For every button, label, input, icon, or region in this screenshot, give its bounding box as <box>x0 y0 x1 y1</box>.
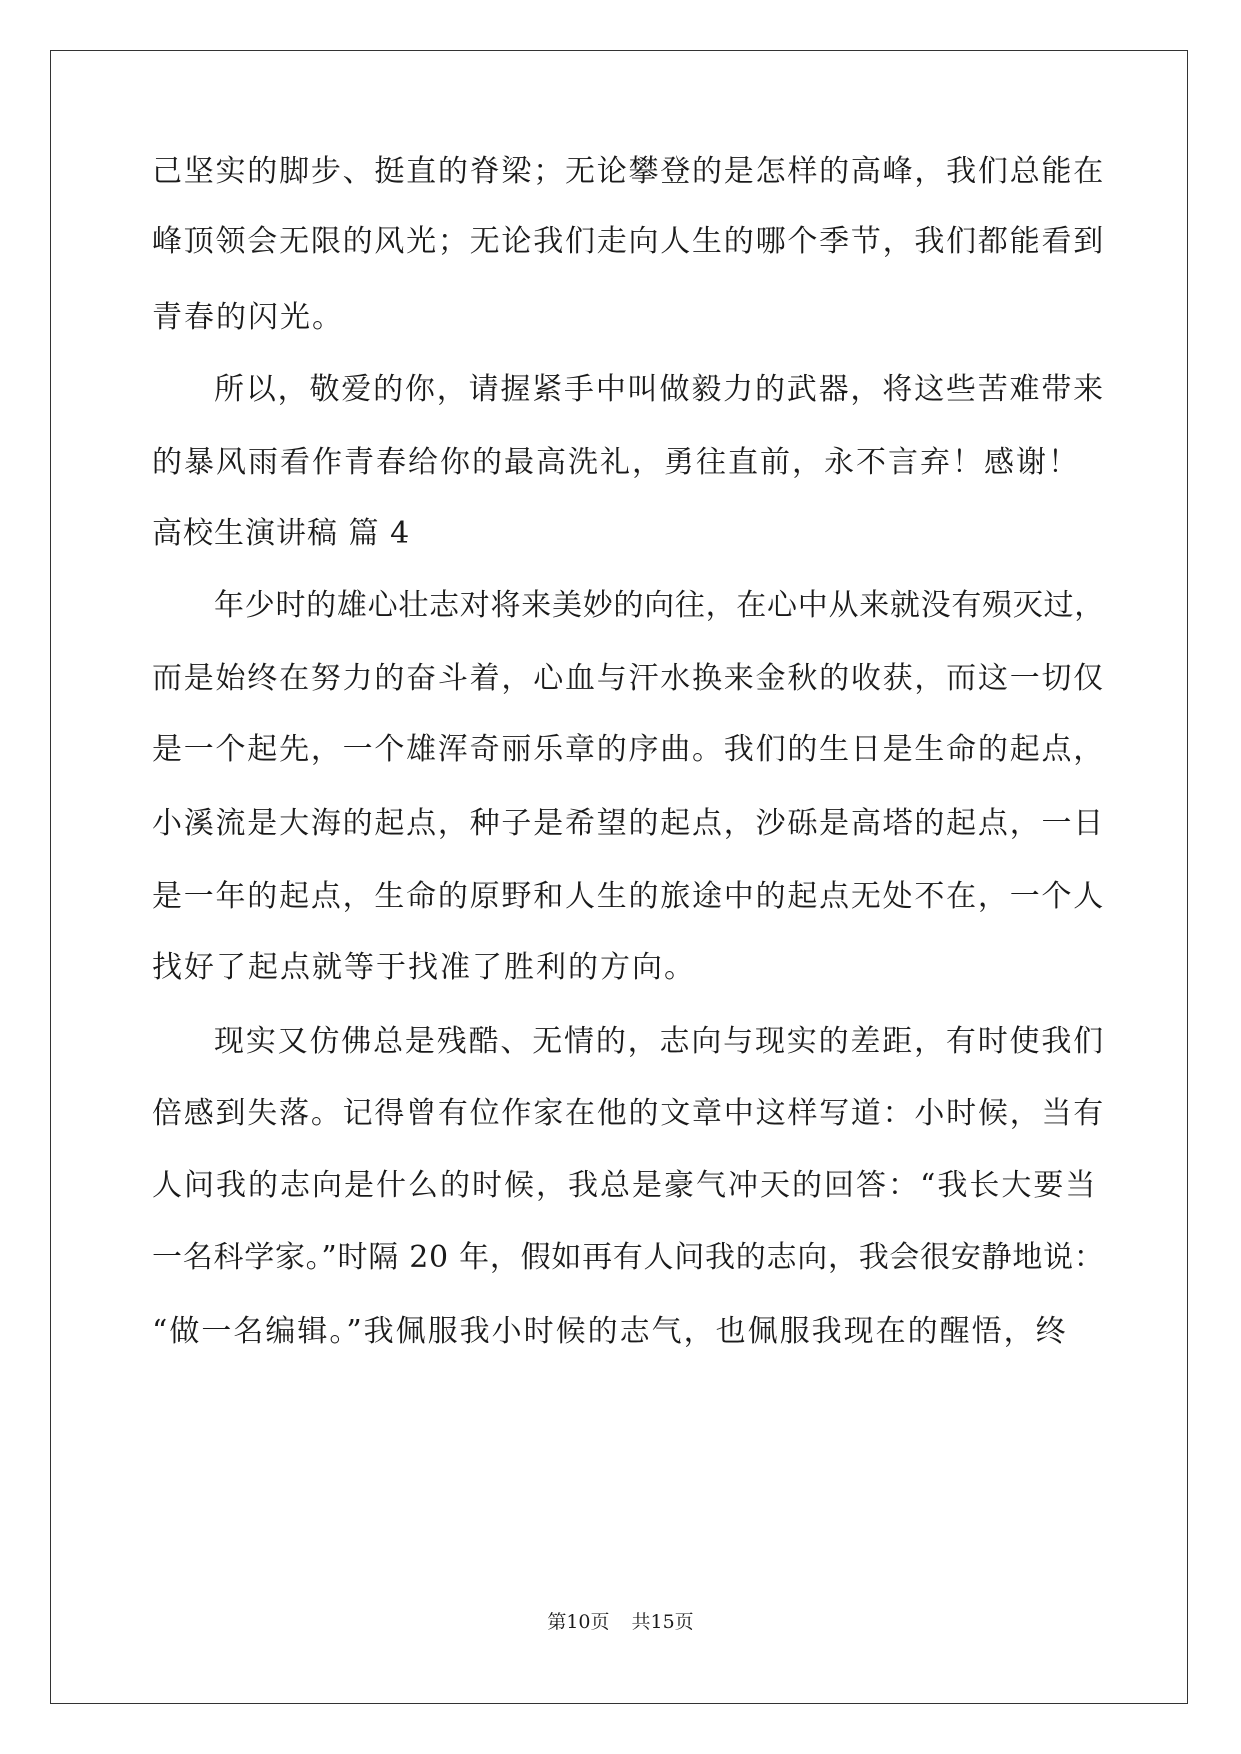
paragraph-start-line: 现实又仿佛总是残酷、无情的，志向与现实的差距，有时使我们 <box>214 1024 1105 1059</box>
text-line: 人问我的志向是什么的时候，我总是豪气冲天的回答：“我长大要当 <box>152 1168 1098 1203</box>
text-line: 倍感到失落。记得曾有位作家在他的文章中这样写道：小时候，当有 <box>152 1096 1105 1131</box>
text-line: 己坚实的脚步、挺直的脊梁；无论攀登的是怎样的高峰，我们总能在 <box>152 154 1105 189</box>
text-line: 是一个起先，一个雄浑奇丽乐章的序曲。我们的生日是生命的起点， <box>152 732 1105 767</box>
text-line: 是一年的起点，生命的原野和人生的旅途中的起点无处不在，一个人 <box>152 879 1105 914</box>
text-line: 的暴风雨看作青春给你的最高洗礼，勇往直前，永不言弃！感谢！ <box>152 445 1080 480</box>
section-heading: 高校生演讲稿 篇 4 <box>152 516 411 551</box>
text-line: 一名科学家。”时隔 20 年，假如再有人问我的志向，我会很安静地说： <box>152 1240 1105 1275</box>
paragraph-start-line: 年少时的雄心壮志对将来美妙的向往，在心中从来就没有殒灭过， <box>214 588 1105 623</box>
text-line: 小溪流是大海的起点，种子是希望的起点，沙砾是高塔的起点，一日 <box>152 806 1105 841</box>
page-footer <box>0 1610 1241 1634</box>
paragraph-start-line: 所以，敬爱的你，请握紧手中叫做毅力的武器，将这些苦难带来 <box>214 372 1105 407</box>
text-line: 峰顶领会无限的风光；无论我们走向人生的哪个季节，我们都能看到 <box>152 224 1105 259</box>
text-line: 找好了起点就等于找准了胜利的方向。 <box>152 950 696 985</box>
page-number: 第10页 <box>547 1611 610 1633</box>
text-line: “做一名编辑。”我佩服我小时候的志气，也佩服我现在的醒悟，终 <box>152 1314 1068 1349</box>
text-line: 青春的闪光。 <box>152 300 344 335</box>
text-line: 而是始终在努力的奋斗着，心血与汗水换来金秋的收获，而这一切仅 <box>152 661 1105 696</box>
page-total: 共15页 <box>631 1611 694 1633</box>
